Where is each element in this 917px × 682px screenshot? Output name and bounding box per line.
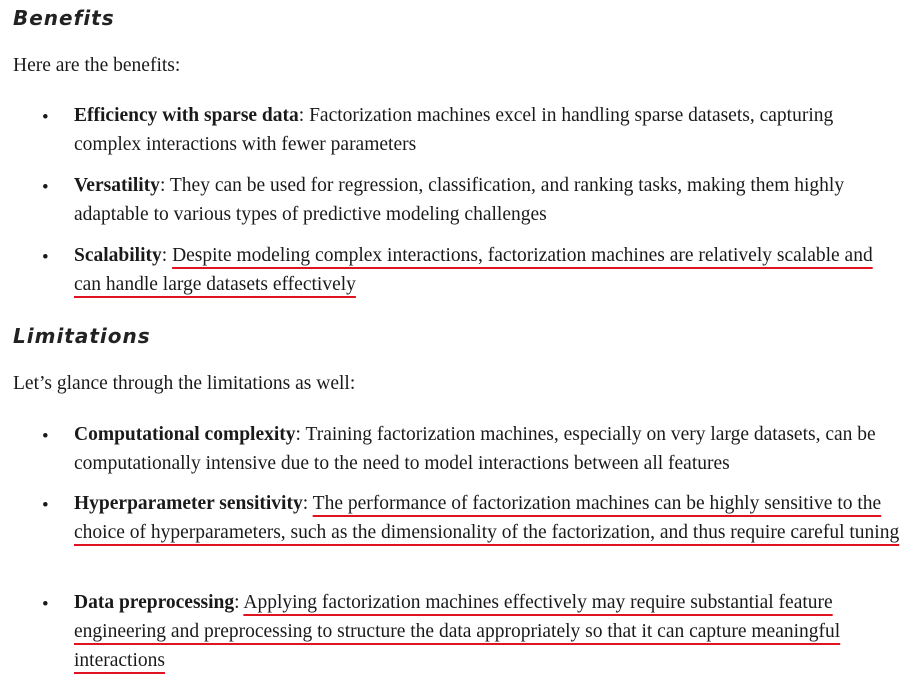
bullet-icon: • bbox=[42, 177, 49, 198]
item-term: Computational complexity bbox=[74, 424, 296, 445]
bullet-icon: • bbox=[42, 247, 49, 268]
bullet-icon: • bbox=[42, 594, 49, 615]
bullet-icon: • bbox=[42, 426, 49, 447]
underlined-text: Applying factorization machines effectively may require substantial feature engineering and preprocessing to structure the data appropriately so that it can capture meaningful interactions bbox=[74, 592, 841, 671]
item-separator: : bbox=[295, 424, 306, 445]
item-text: They can be used for regression, classification, and ranking tasks, making them highly adaptable to various types of predictive modeling challenges bbox=[74, 175, 845, 225]
limitations-heading: Limitations bbox=[13, 324, 151, 348]
list-item-data-preprocessing bbox=[74, 588, 904, 675]
benefits-heading: Benefits bbox=[13, 6, 115, 30]
list-item-versatility bbox=[74, 171, 904, 229]
list-item-hyperparameter-sensitivity bbox=[74, 489, 904, 547]
item-text: Training factorization machines, especially on very large datasets, can be computationally intensive due to the need to model interactions between all features bbox=[74, 424, 876, 474]
bullet-icon: • bbox=[42, 107, 49, 128]
underlined-text: The performance of factorization machines can be highly sensitive to the choice of hyperparameters, such as the dimensionality of the factorization, and thus require careful tuning bbox=[74, 493, 900, 543]
item-term: Hyperparameter sensitivity bbox=[74, 493, 303, 514]
item-separator: : bbox=[159, 175, 170, 196]
list-item-efficiency bbox=[74, 101, 904, 159]
item-separator: : bbox=[298, 105, 310, 126]
item-term: Versatility bbox=[74, 175, 160, 196]
list-item-computational-complexity bbox=[74, 420, 904, 478]
item-separator: : bbox=[161, 245, 173, 266]
item-text: Factorization machines excel in handling sparse datasets, capturing complex interactions with fewer parameters bbox=[74, 105, 834, 155]
item-separator: : bbox=[234, 592, 244, 613]
item-term: Efficiency with sparse data bbox=[74, 105, 299, 126]
bullet-icon: • bbox=[42, 495, 49, 516]
limitations-intro: Let’s glance through the limitations as well: bbox=[13, 373, 356, 394]
list-item-scalability bbox=[74, 241, 904, 299]
item-term: Data preprocessing bbox=[74, 592, 235, 613]
item-term: Scalability bbox=[74, 245, 162, 266]
benefits-intro: Here are the benefits: bbox=[13, 55, 181, 76]
underlined-text: Despite modeling complex interactions, factorization machines are relatively scalable and can handle large datasets effectively bbox=[74, 245, 873, 295]
item-separator: : bbox=[302, 493, 313, 514]
